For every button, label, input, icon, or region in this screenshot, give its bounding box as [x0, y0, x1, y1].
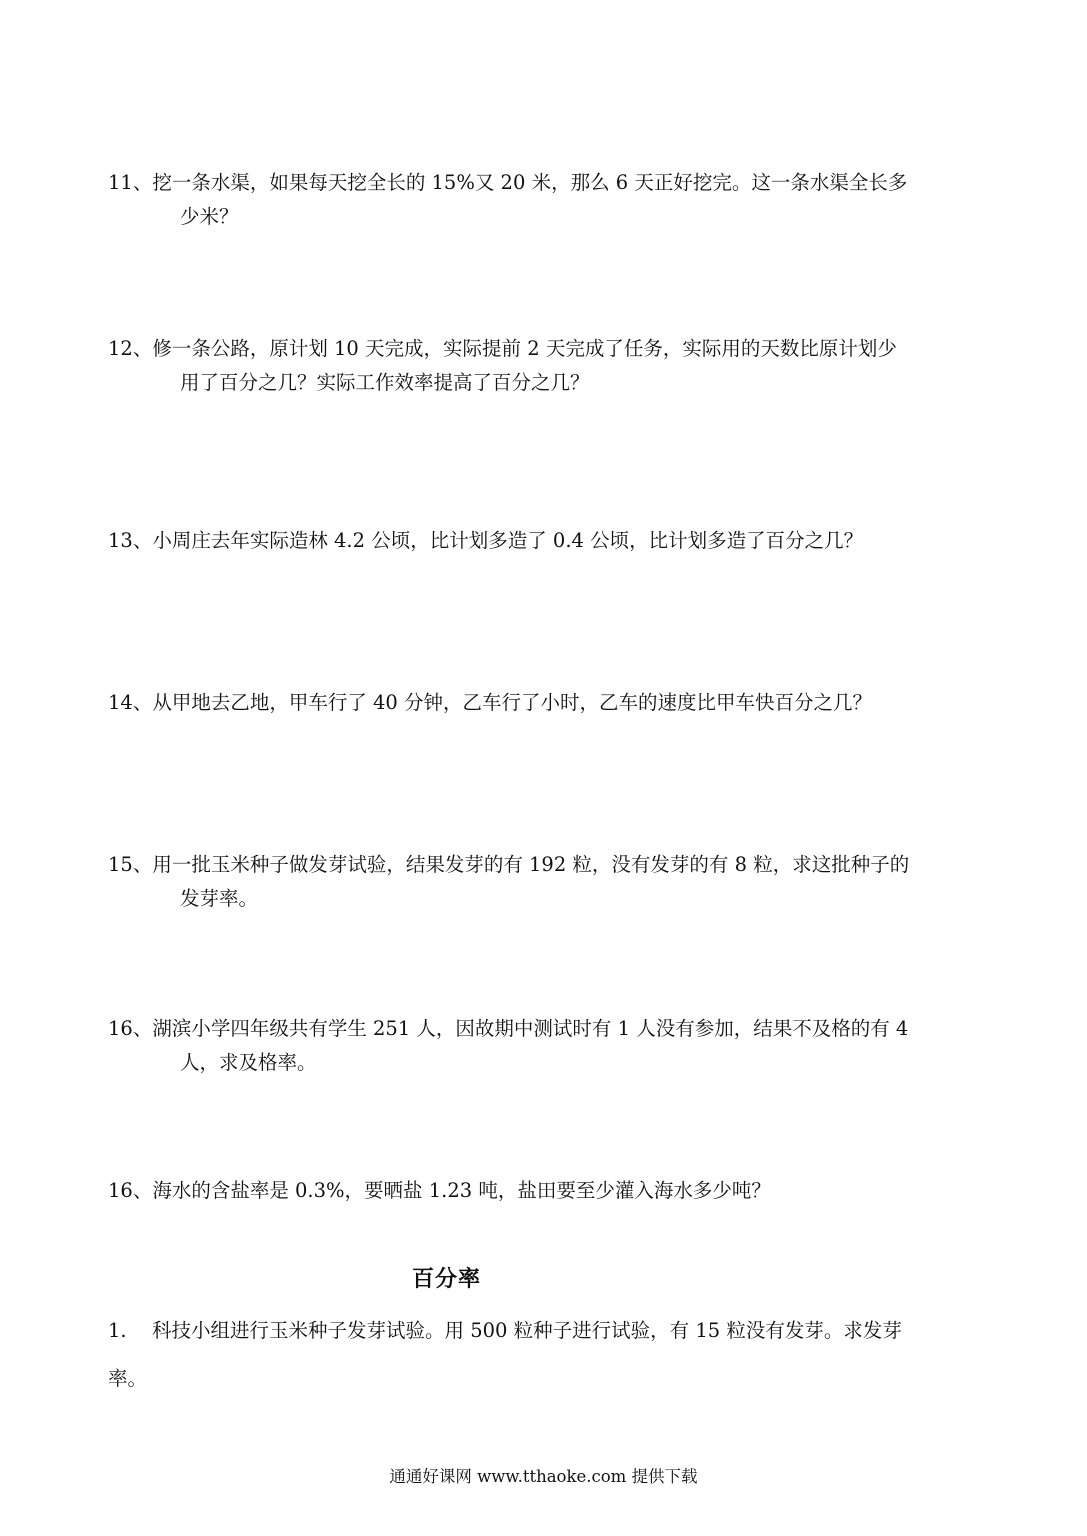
problem-text-line1: 11、挖一条水渠，如果每天挖全长的 15%又 20 米，那么 6 天正好挖完。这一条水渠全长多 — [108, 171, 908, 194]
problem-15 — [108, 848, 988, 916]
problem-11 — [108, 166, 988, 234]
problem-text-line1: 12、修一条公路，原计划 10 天完成，实际提前 2 天完成了任务，实际用的天数比原计划少 — [108, 337, 897, 360]
problem-text-line2: 用了百分之几？实际工作效率提高了百分之几？ — [180, 371, 590, 394]
rate-question-line1 — [108, 1314, 988, 1348]
problem-16a — [108, 1012, 988, 1080]
problem-12 — [108, 332, 988, 400]
problem-text-line1: 14、从甲地去乙地，甲车行了 40 分钟，乙车行了小时，乙车的速度比甲车快百分之几？ — [108, 691, 873, 714]
problem-text-line1: 16、海水的含盐率是 0.3%，要晒盐 1.23 吨，盐田要至少灌入海水多少吨？ — [108, 1179, 771, 1202]
problem-14 — [108, 686, 988, 720]
problem-text-line1: 15、用一批玉米种子做发芽试验，结果发芽的有 192 粒，没有发芽的有 8 粒，求这批种子的 — [108, 853, 910, 876]
question-number: 1. — [108, 1319, 127, 1342]
problem-13 — [108, 524, 988, 558]
problem-text-line2: 人，求及格率。 — [180, 1051, 317, 1074]
problem-text-line2: 少米？ — [180, 205, 239, 228]
rate-question-1 — [108, 1314, 988, 1396]
question-text: 科技小组进行玉米种子发芽试验。用 500 粒种子进行试验，有 15 粒没有发芽。求发芽 — [152, 1319, 902, 1342]
problem-text-line2: 发芽率。 — [180, 887, 259, 910]
section-title: 百分率 — [412, 1266, 482, 1292]
problem-text-line1: 16、湖滨小学四年级共有学生 251 人，因故期中测试时有 1 人没有参加，结果不及格的有 4 — [108, 1017, 909, 1040]
problem-text-line1: 13、小周庄去年实际造林 4.2 公顷，比计划多造了 0.4 公顷，比计划多造了百分之几？ — [108, 529, 864, 552]
footer-credit: 通通好课网 www.tthaoke.com 提供下载 — [389, 1467, 698, 1486]
problem-16b — [108, 1174, 988, 1208]
rate-question-line2: 率。 — [108, 1367, 148, 1390]
